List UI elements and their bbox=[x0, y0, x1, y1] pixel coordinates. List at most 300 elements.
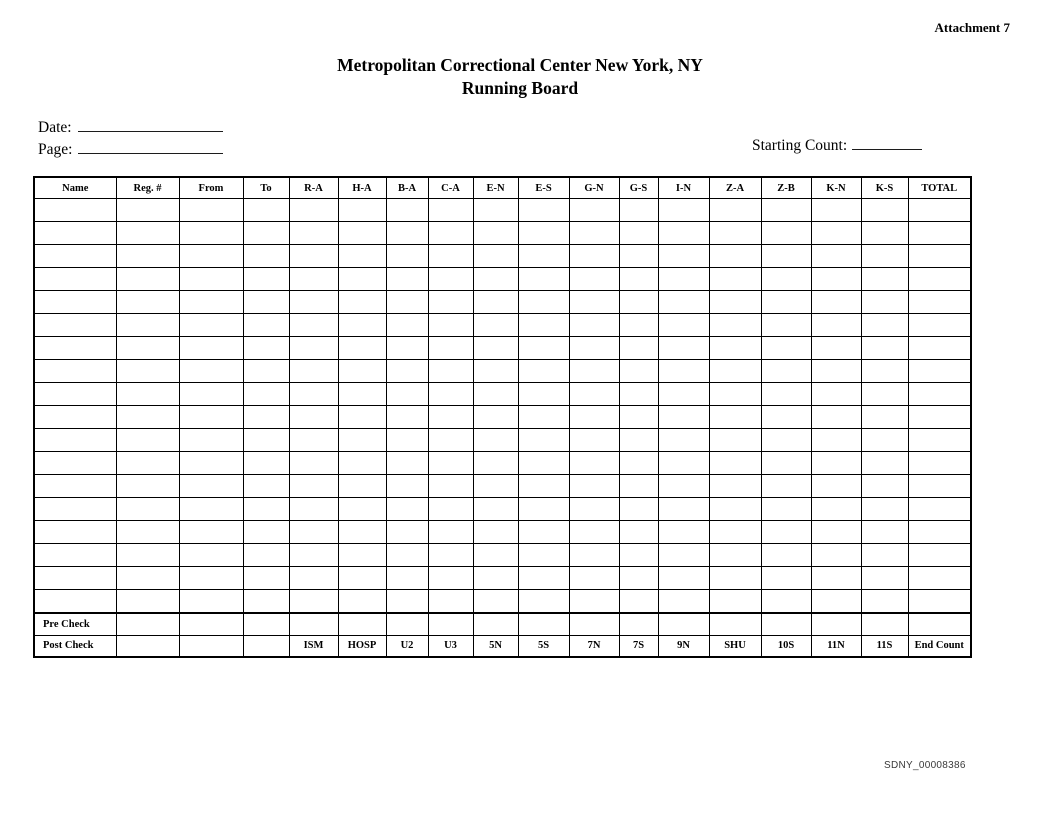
table-cell bbox=[861, 475, 908, 498]
table-cell bbox=[386, 222, 428, 245]
table-cell bbox=[658, 314, 709, 337]
table-cell bbox=[761, 613, 811, 635]
column-header-h-a: H-A bbox=[338, 177, 386, 199]
table-cell bbox=[289, 360, 338, 383]
table-cell bbox=[619, 475, 658, 498]
table-cell bbox=[289, 475, 338, 498]
table-cell bbox=[761, 314, 811, 337]
table-cell bbox=[179, 590, 243, 614]
column-header-to: To bbox=[243, 177, 289, 199]
table-cell bbox=[289, 429, 338, 452]
table-cell bbox=[908, 544, 971, 567]
starting-count-row bbox=[752, 136, 922, 155]
table-row bbox=[34, 199, 971, 222]
table-cell bbox=[518, 222, 569, 245]
table-cell bbox=[761, 245, 811, 268]
table-cell bbox=[338, 383, 386, 406]
table-cell bbox=[386, 567, 428, 590]
table-cell bbox=[518, 498, 569, 521]
title-line-1: Metropolitan Correctional Center New York, NY bbox=[337, 55, 703, 75]
table-cell bbox=[861, 452, 908, 475]
table-cell bbox=[34, 406, 116, 429]
table-cell bbox=[709, 567, 761, 590]
table-cell bbox=[473, 268, 518, 291]
table-cell bbox=[34, 337, 116, 360]
column-header-reg: Reg. # bbox=[116, 177, 179, 199]
table-cell bbox=[386, 383, 428, 406]
table-cell bbox=[658, 383, 709, 406]
table-cell bbox=[619, 360, 658, 383]
table-cell bbox=[908, 337, 971, 360]
table-cell bbox=[518, 406, 569, 429]
unit-label-5s: 5S bbox=[518, 635, 569, 657]
table-cell bbox=[709, 521, 761, 544]
table-cell bbox=[861, 590, 908, 614]
table-cell bbox=[289, 567, 338, 590]
table-cell bbox=[811, 245, 861, 268]
table-cell bbox=[34, 475, 116, 498]
table-cell bbox=[709, 613, 761, 635]
table-cell bbox=[569, 521, 619, 544]
table-cell bbox=[34, 383, 116, 406]
table-cell bbox=[658, 590, 709, 614]
table-row bbox=[34, 429, 971, 452]
table-cell bbox=[569, 544, 619, 567]
table-cell bbox=[386, 521, 428, 544]
table-cell bbox=[473, 567, 518, 590]
table-cell bbox=[179, 314, 243, 337]
table-cell bbox=[569, 291, 619, 314]
table-cell bbox=[34, 590, 116, 614]
column-header-b-a: B-A bbox=[386, 177, 428, 199]
table-cell bbox=[243, 337, 289, 360]
table-cell bbox=[179, 291, 243, 314]
running-board-table bbox=[33, 176, 972, 658]
table-row bbox=[34, 360, 971, 383]
table-cell bbox=[861, 199, 908, 222]
table-row bbox=[34, 567, 971, 590]
table-cell bbox=[908, 222, 971, 245]
table-cell bbox=[386, 406, 428, 429]
table-cell bbox=[116, 291, 179, 314]
table-row bbox=[34, 337, 971, 360]
table-cell bbox=[811, 222, 861, 245]
table-cell bbox=[386, 314, 428, 337]
table-cell bbox=[116, 360, 179, 383]
column-header-r-a: R-A bbox=[289, 177, 338, 199]
table-row bbox=[34, 590, 971, 614]
table-cell bbox=[116, 245, 179, 268]
table-cell bbox=[243, 567, 289, 590]
table-cell bbox=[619, 429, 658, 452]
table-cell bbox=[861, 498, 908, 521]
table-cell bbox=[761, 498, 811, 521]
post-check-label: Post Check bbox=[34, 635, 116, 657]
table-cell bbox=[116, 475, 179, 498]
unit-label-u3: U3 bbox=[428, 635, 473, 657]
table-cell bbox=[569, 245, 619, 268]
table-cell bbox=[518, 383, 569, 406]
table-cell bbox=[658, 613, 709, 635]
column-header-z-b: Z-B bbox=[761, 177, 811, 199]
table-cell bbox=[386, 291, 428, 314]
date-field bbox=[78, 118, 223, 132]
table-cell bbox=[761, 199, 811, 222]
page-row bbox=[38, 139, 223, 161]
table-cell bbox=[473, 199, 518, 222]
column-header-g-n: G-N bbox=[569, 177, 619, 199]
table-cell bbox=[428, 383, 473, 406]
table-cell bbox=[811, 383, 861, 406]
table-cell bbox=[861, 222, 908, 245]
table-cell bbox=[289, 406, 338, 429]
table-cell bbox=[473, 544, 518, 567]
table-cell bbox=[386, 245, 428, 268]
pre-check-label: Pre Check bbox=[34, 613, 116, 635]
table-cell bbox=[569, 360, 619, 383]
table-cell bbox=[243, 291, 289, 314]
table-cell bbox=[811, 567, 861, 590]
table-cell bbox=[518, 291, 569, 314]
table-cell bbox=[243, 498, 289, 521]
table-cell bbox=[289, 245, 338, 268]
table-cell bbox=[709, 337, 761, 360]
table-row bbox=[34, 268, 971, 291]
table-cell bbox=[619, 383, 658, 406]
table-cell bbox=[473, 406, 518, 429]
table-cell bbox=[861, 613, 908, 635]
table-cell bbox=[243, 314, 289, 337]
table-cell bbox=[473, 314, 518, 337]
unit-label-7s: 7S bbox=[619, 635, 658, 657]
table-cell bbox=[428, 498, 473, 521]
table-cell bbox=[116, 521, 179, 544]
table-cell bbox=[179, 521, 243, 544]
table-cell bbox=[34, 199, 116, 222]
table-cell bbox=[658, 360, 709, 383]
table-cell bbox=[908, 567, 971, 590]
table-cell bbox=[34, 498, 116, 521]
column-header-k-s: K-S bbox=[861, 177, 908, 199]
table-cell bbox=[34, 429, 116, 452]
table-cell bbox=[34, 452, 116, 475]
table-cell bbox=[761, 268, 811, 291]
unit-label-10s: 10S bbox=[761, 635, 811, 657]
table-cell bbox=[658, 544, 709, 567]
table-row bbox=[34, 406, 971, 429]
table-cell bbox=[658, 521, 709, 544]
column-header-c-a: C-A bbox=[428, 177, 473, 199]
table-cell bbox=[179, 337, 243, 360]
table-cell bbox=[658, 199, 709, 222]
attachment-label: Attachment 7 bbox=[934, 20, 1010, 35]
table-cell bbox=[473, 429, 518, 452]
table-cell bbox=[386, 475, 428, 498]
table-cell bbox=[658, 567, 709, 590]
table-cell bbox=[569, 498, 619, 521]
unit-label-9n: 9N bbox=[658, 635, 709, 657]
table-cell bbox=[861, 406, 908, 429]
table-cell bbox=[338, 406, 386, 429]
unit-label-5n: 5N bbox=[473, 635, 518, 657]
table-cell bbox=[518, 245, 569, 268]
table-cell bbox=[116, 452, 179, 475]
table-cell bbox=[861, 268, 908, 291]
table-cell bbox=[338, 498, 386, 521]
table-cell bbox=[338, 544, 386, 567]
table-cell bbox=[619, 613, 658, 635]
table-cell bbox=[518, 475, 569, 498]
starting-count-field bbox=[852, 136, 922, 150]
table-cell bbox=[289, 383, 338, 406]
table-cell bbox=[709, 544, 761, 567]
table-cell bbox=[811, 613, 861, 635]
table-cell bbox=[619, 314, 658, 337]
table-cell bbox=[473, 590, 518, 614]
column-header-z-a: Z-A bbox=[709, 177, 761, 199]
table-cell bbox=[908, 360, 971, 383]
table-cell bbox=[428, 613, 473, 635]
table-cell bbox=[473, 475, 518, 498]
table-cell bbox=[386, 452, 428, 475]
table-cell bbox=[289, 291, 338, 314]
table-cell bbox=[338, 360, 386, 383]
table-row bbox=[34, 222, 971, 245]
table-cell bbox=[811, 268, 861, 291]
table-cell bbox=[569, 406, 619, 429]
table-cell bbox=[619, 544, 658, 567]
table-cell bbox=[908, 429, 971, 452]
table-cell bbox=[709, 314, 761, 337]
table-cell bbox=[179, 452, 243, 475]
table-cell bbox=[428, 360, 473, 383]
table-cell bbox=[619, 590, 658, 614]
table-cell bbox=[116, 314, 179, 337]
table-cell bbox=[386, 498, 428, 521]
table-cell bbox=[428, 521, 473, 544]
unit-label-u2: U2 bbox=[386, 635, 428, 657]
table-cell bbox=[473, 521, 518, 544]
unit-label-hosp: HOSP bbox=[338, 635, 386, 657]
table-header-row bbox=[34, 177, 971, 199]
table-cell bbox=[761, 383, 811, 406]
column-header-g-s: G-S bbox=[619, 177, 658, 199]
table-cell bbox=[569, 452, 619, 475]
column-header-i-n: I-N bbox=[658, 177, 709, 199]
pre-check-row bbox=[34, 613, 971, 635]
table-cell bbox=[338, 291, 386, 314]
table-cell bbox=[619, 406, 658, 429]
table-cell bbox=[709, 222, 761, 245]
table-cell bbox=[658, 245, 709, 268]
table-cell bbox=[116, 544, 179, 567]
table-cell bbox=[569, 337, 619, 360]
table-cell bbox=[619, 452, 658, 475]
table-cell bbox=[179, 544, 243, 567]
table-cell bbox=[179, 429, 243, 452]
table-cell bbox=[386, 337, 428, 360]
unit-label-11n: 11N bbox=[811, 635, 861, 657]
table-cell bbox=[518, 521, 569, 544]
table-cell bbox=[116, 268, 179, 291]
table-cell bbox=[861, 314, 908, 337]
table-cell bbox=[34, 360, 116, 383]
table-cell bbox=[243, 383, 289, 406]
table-cell bbox=[243, 635, 289, 657]
table-cell bbox=[569, 314, 619, 337]
table-cell bbox=[34, 291, 116, 314]
table-cell bbox=[386, 199, 428, 222]
table-cell bbox=[243, 429, 289, 452]
table-cell bbox=[518, 452, 569, 475]
table-cell bbox=[289, 222, 338, 245]
table-cell bbox=[908, 245, 971, 268]
table-cell bbox=[338, 475, 386, 498]
table-cell bbox=[761, 544, 811, 567]
table-cell bbox=[179, 635, 243, 657]
table-cell bbox=[709, 590, 761, 614]
table-cell bbox=[289, 544, 338, 567]
table-cell bbox=[179, 268, 243, 291]
table-cell bbox=[761, 567, 811, 590]
table-cell bbox=[116, 590, 179, 614]
table-cell bbox=[386, 429, 428, 452]
table-cell bbox=[428, 406, 473, 429]
table-cell bbox=[908, 452, 971, 475]
table-cell bbox=[518, 567, 569, 590]
column-header-k-n: K-N bbox=[811, 177, 861, 199]
table-cell bbox=[243, 360, 289, 383]
table-cell bbox=[243, 475, 289, 498]
table-cell bbox=[179, 383, 243, 406]
table-cell bbox=[709, 429, 761, 452]
table-cell bbox=[34, 521, 116, 544]
table-cell bbox=[428, 567, 473, 590]
table-cell bbox=[761, 222, 811, 245]
table-cell bbox=[569, 567, 619, 590]
table-cell bbox=[116, 406, 179, 429]
table-cell bbox=[243, 452, 289, 475]
table-cell bbox=[179, 498, 243, 521]
table-cell bbox=[811, 544, 861, 567]
column-header-e-n: E-N bbox=[473, 177, 518, 199]
table-cell bbox=[386, 268, 428, 291]
table-cell bbox=[861, 544, 908, 567]
table-cell bbox=[243, 613, 289, 635]
table-cell bbox=[619, 199, 658, 222]
table-cell bbox=[569, 475, 619, 498]
table-cell bbox=[338, 613, 386, 635]
table-cell bbox=[179, 475, 243, 498]
column-header-name: Name bbox=[34, 177, 116, 199]
table-cell bbox=[428, 429, 473, 452]
table-cell bbox=[619, 498, 658, 521]
table-cell bbox=[243, 406, 289, 429]
unit-label-ism: ISM bbox=[289, 635, 338, 657]
table-cell bbox=[861, 383, 908, 406]
table-cell bbox=[908, 314, 971, 337]
table-cell bbox=[243, 521, 289, 544]
table-cell bbox=[473, 452, 518, 475]
table-cell bbox=[908, 291, 971, 314]
page-field bbox=[78, 140, 223, 154]
table-cell bbox=[908, 406, 971, 429]
table-cell bbox=[811, 475, 861, 498]
table-cell bbox=[428, 475, 473, 498]
table-cell bbox=[811, 429, 861, 452]
table-cell bbox=[761, 475, 811, 498]
table-cell bbox=[473, 383, 518, 406]
table-cell bbox=[658, 222, 709, 245]
table-cell bbox=[709, 475, 761, 498]
table-cell bbox=[761, 590, 811, 614]
table-cell bbox=[34, 268, 116, 291]
table-cell bbox=[243, 222, 289, 245]
table-cell bbox=[761, 337, 811, 360]
table-cell bbox=[473, 245, 518, 268]
table-cell bbox=[34, 567, 116, 590]
table-cell bbox=[243, 268, 289, 291]
table-cell bbox=[34, 222, 116, 245]
table-cell bbox=[116, 613, 179, 635]
table-cell bbox=[811, 337, 861, 360]
table-cell bbox=[289, 337, 338, 360]
meta-fields bbox=[38, 117, 223, 161]
table-cell bbox=[289, 521, 338, 544]
table-cell bbox=[179, 199, 243, 222]
table-cell bbox=[518, 199, 569, 222]
table-row bbox=[34, 245, 971, 268]
table-cell bbox=[243, 544, 289, 567]
table-cell bbox=[619, 291, 658, 314]
table-cell bbox=[518, 429, 569, 452]
table-cell bbox=[709, 291, 761, 314]
table-cell bbox=[116, 635, 179, 657]
table-cell bbox=[709, 498, 761, 521]
table-cell bbox=[861, 567, 908, 590]
table-cell bbox=[34, 544, 116, 567]
table-cell bbox=[811, 498, 861, 521]
table-cell bbox=[619, 245, 658, 268]
table-cell bbox=[619, 268, 658, 291]
table-cell bbox=[908, 590, 971, 614]
table-row bbox=[34, 291, 971, 314]
table-cell bbox=[116, 199, 179, 222]
table-cell bbox=[386, 613, 428, 635]
table-cell bbox=[338, 567, 386, 590]
table-cell bbox=[338, 590, 386, 614]
table-cell bbox=[908, 613, 971, 635]
table-cell bbox=[179, 222, 243, 245]
table-cell bbox=[658, 406, 709, 429]
table-row bbox=[34, 521, 971, 544]
table-cell bbox=[658, 268, 709, 291]
table-cell bbox=[761, 360, 811, 383]
table-cell bbox=[338, 452, 386, 475]
table-cell bbox=[116, 222, 179, 245]
column-header-from: From bbox=[179, 177, 243, 199]
table-cell bbox=[179, 406, 243, 429]
table-cell bbox=[428, 452, 473, 475]
table-cell bbox=[428, 544, 473, 567]
table-cell bbox=[518, 590, 569, 614]
table-cell bbox=[761, 291, 811, 314]
table-cell bbox=[473, 613, 518, 635]
table-cell bbox=[658, 475, 709, 498]
document-title bbox=[7, 54, 1033, 100]
table-cell bbox=[861, 245, 908, 268]
table-cell bbox=[518, 337, 569, 360]
